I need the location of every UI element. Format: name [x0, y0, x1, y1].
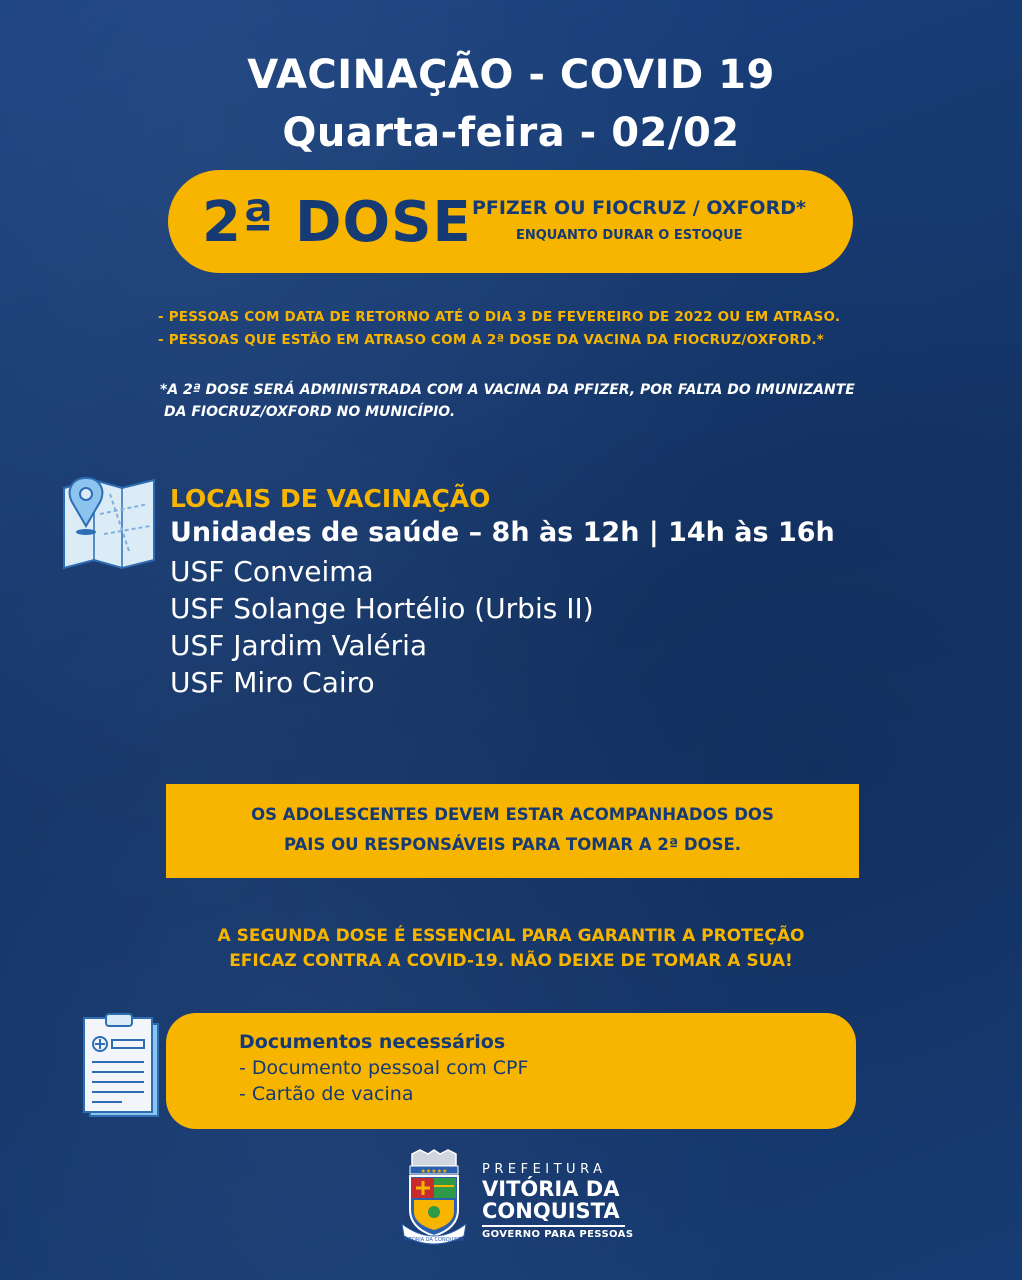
document-item: - Documento pessoal com CPF	[239, 1057, 529, 1079]
dose-stock-note: ENQUANTO DURAR O ESTOQUE	[516, 228, 743, 243]
svg-text:VITÓRIA DA CONQUISTA: VITÓRIA DA CONQUISTA	[403, 1237, 465, 1243]
teen-notice-line: OS ADOLESCENTES DEVEM ESTAR ACOMPANHADOS DOS	[251, 805, 774, 824]
logo-divider	[482, 1225, 625, 1227]
location-item: USF Conveima	[170, 555, 374, 588]
dose-banner	[168, 170, 853, 273]
locations-title: LOCAIS DE VACINAÇÃO	[170, 484, 491, 513]
logo-prefix: PREFEITURA	[482, 1162, 607, 1177]
locations-hours: Unidades de saúde – 8h às 12h | 14h às 16h	[170, 517, 835, 548]
dose-vaccines: PFIZER OU FIOCRUZ / OXFORD*	[472, 197, 806, 219]
footnote-line: *A 2ª DOSE SERÁ ADMINISTRADA COM A VACINA DA PFIZER, POR FALTA DO IMUNIZANTE	[160, 382, 855, 398]
logo-slogan: GOVERNO PARA PESSOAS	[482, 1229, 634, 1240]
location-item: USF Solange Hortélio (Urbis II)	[170, 592, 594, 625]
teen-notice	[166, 784, 859, 878]
clipboard-icon	[82, 1012, 162, 1118]
page-title: VACINAÇÃO - COVID 19	[247, 52, 775, 98]
page-date: Quarta-feira - 02/02	[282, 110, 740, 156]
teen-notice-line: PAIS OU RESPONSÁVEIS PARA TOMAR A 2ª DOSE.	[283, 835, 742, 854]
document-item: - Cartão de vacina	[239, 1083, 414, 1105]
svg-text:★★★★★: ★★★★★	[420, 1168, 448, 1175]
documents-panel	[166, 1013, 856, 1129]
city-crest-icon	[398, 1148, 470, 1248]
essential-notice-line: EFICAZ CONTRA A COVID-19. NÃO DEIXE DE TOMAR A SUA!	[229, 951, 793, 971]
criteria-item: - PESSOAS QUE ESTÃO EM ATRASO COM A 2ª DOSE DA VACINA DA FIOCRUZ/OXFORD.*	[158, 332, 825, 348]
dose-label: 2ª DOSE	[202, 190, 472, 255]
documents-title: Documentos necessários	[239, 1031, 506, 1053]
criteria-item: - PESSOAS COM DATA DE RETORNO ATÉ O DIA 3 DE FEVEREIRO DE 2022 OU EM ATRASO.	[158, 309, 841, 325]
location-item: USF Jardim Valéria	[170, 629, 428, 662]
logo-city-name: VITÓRIA DA CONQUISTA	[482, 1177, 620, 1223]
map-pin-icon	[60, 474, 156, 570]
essential-notice-line: A SEGUNDA DOSE É ESSENCIAL PARA GARANTIR A PROTEÇÃO	[217, 926, 805, 946]
footnote-line: DA FIOCRUZ/OXFORD NO MUNICÍPIO.	[164, 404, 456, 420]
location-item: USF Miro Cairo	[170, 666, 375, 699]
